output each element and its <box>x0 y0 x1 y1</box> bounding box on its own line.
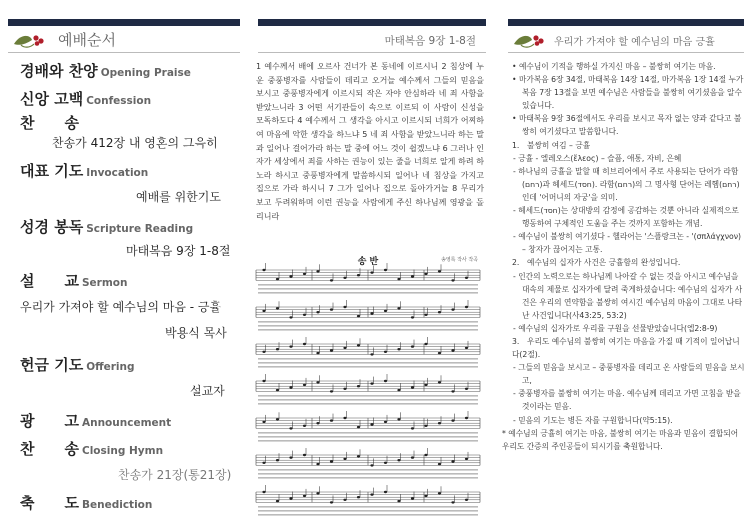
note-head <box>357 274 360 276</box>
section-title: 예배순서 <box>58 31 116 49</box>
order-item-benediction <box>20 492 152 513</box>
item-detail: 찬송가 21장(통21장) <box>118 468 232 482</box>
note-head <box>397 389 400 391</box>
lyric-line <box>258 432 478 434</box>
note-head <box>451 460 454 462</box>
note-head <box>289 275 292 277</box>
note-head <box>303 343 306 345</box>
note-head <box>357 315 360 317</box>
section-header <box>508 26 744 53</box>
note-head <box>330 460 333 462</box>
note-head <box>289 386 292 388</box>
leaf-berry-icon <box>12 30 48 50</box>
note-head <box>330 308 333 310</box>
note-head <box>370 493 373 495</box>
lyric-line <box>258 358 478 360</box>
note-head <box>384 491 387 493</box>
header-bar <box>8 19 240 26</box>
lyric-line <box>258 399 478 401</box>
lyric-line <box>258 469 478 471</box>
note-paragraph: - 예수님이 불쌍히 여기셨다 - 헬라어는 '스플랑크논 - '(σπλάγχνον) – 창자가 끊어지는 고통. <box>513 232 742 255</box>
order-item-hymn <box>20 112 82 133</box>
note-head <box>465 347 468 349</box>
note-head <box>303 495 306 497</box>
lyric-line <box>258 514 478 516</box>
preacher-name: 박용식 목사 <box>165 326 227 340</box>
note-head <box>370 353 373 355</box>
note-paragraph: 3. 우리도 예수님의 불쌍히 여기는 마음을 가질 때 기적이 일어납니다(2절). <box>512 336 740 360</box>
lyric-line <box>258 473 478 475</box>
note-head <box>424 343 427 345</box>
note-head <box>370 312 373 314</box>
item-detail: 예배를 위한기도 <box>136 190 221 204</box>
note-head <box>289 427 292 429</box>
note-head <box>424 495 427 497</box>
note-head <box>465 499 468 501</box>
order-item-praise <box>20 60 191 81</box>
item-subtitle: Benediction <box>81 499 153 511</box>
note-head <box>357 455 360 457</box>
note-head <box>262 269 265 271</box>
note-head <box>465 306 468 308</box>
note-paragraph: - 예수님의 십자가로 우리를 구원을 선물받았습니다(엡2:8-9) <box>513 323 718 333</box>
item-subtitle: Offering <box>86 361 135 373</box>
note-head <box>370 464 373 466</box>
note-head <box>384 351 387 353</box>
note-head <box>276 307 279 309</box>
lyric-line <box>258 436 478 438</box>
order-item-offering <box>20 354 135 375</box>
note-head <box>384 310 387 312</box>
note-paragraph: - 믿음의 기도는 병든 자를 구원합니다(약5:15). <box>513 415 673 425</box>
note-paragraph: - 하나님의 긍휼을 말할 때 히브리어에서 주로 사용되는 단어가 라함(רחם)과 헤세드(חסד). 라함(רחם)의 그 명사형 단어는 레헴(רחם)인데 '어머니의 자궁'을 의미. <box>513 166 740 202</box>
order-item-confession <box>20 88 151 109</box>
note-head <box>343 499 346 501</box>
note-head <box>465 277 468 279</box>
note-paragraph: * 예수님의 긍휼히 여기는 마음, 불쌍히 여기는 마음과 믿음이 결합되어 우리도 간증의 주인공들이 되시기를 축원합니다. <box>502 428 739 451</box>
note-head <box>411 345 414 347</box>
order-item-scripture <box>20 216 193 237</box>
note-head <box>397 348 400 350</box>
note-paragraph: • 예수님이 기적을 행하실 가지신 마음 – 불쌍히 여기는 마음. <box>512 62 716 71</box>
note-head <box>276 459 279 461</box>
lyric-line <box>258 329 478 331</box>
note-head <box>303 273 306 275</box>
note-head <box>276 389 279 391</box>
item-detail: 마태복음 9장 1-8절 <box>126 244 231 258</box>
note-paragraph: • 마가복음 6장 34절, 마태복음 14장 14절, 마가복음 1장 14절 누가복음 7장 13절을 보면 예수님은 사람들을 불쌍히 여기셨음을 알수있습니다. <box>512 75 744 111</box>
item-subtitle: Opening Praise <box>100 67 191 79</box>
note-head <box>262 491 265 493</box>
note-head <box>451 419 454 421</box>
note-head <box>411 456 414 458</box>
lyric-line <box>258 292 478 294</box>
note-paragraph: 2. 예수님의 십자가 사건은 긍휼함의 완성입니다. <box>512 258 681 268</box>
note-paragraph: - 헤세드(חסד)는 상대방의 감정에 공감하는 것뿐 아니라 실제적으로 행동하여 구체적인 도움을 주는 것까지 포함하는 개념. <box>513 206 739 229</box>
note-head <box>424 314 427 316</box>
note-paragraph: - 긍휼 - 엘레오스(ἔλεος) – 슬픔, 애통, 자비, 은혜 <box>513 153 682 163</box>
note-head <box>316 422 319 424</box>
sermon-notes <box>502 60 746 453</box>
note-head <box>438 352 441 354</box>
order-item-announcement <box>20 410 171 431</box>
note-head <box>262 351 265 353</box>
item-title: 설 교 <box>20 272 79 290</box>
note-head <box>330 501 333 503</box>
note-head <box>438 270 441 272</box>
section-header <box>8 26 240 53</box>
section-title: 마태복음 9장 1-8절 <box>384 35 476 47</box>
item-title: 경배와 찬양 <box>20 62 98 80</box>
note-head <box>451 308 454 310</box>
item-detail: 찬송가 412장 내 영혼의 그윽히 <box>52 136 218 150</box>
header-bar <box>508 19 744 26</box>
note-head <box>438 311 441 313</box>
note-head <box>330 419 333 421</box>
note-head <box>397 278 400 280</box>
note-head <box>451 349 454 351</box>
note-head <box>424 384 427 386</box>
music-staves <box>252 254 484 530</box>
note-head <box>451 501 454 503</box>
item-detail: 우리가 가져야 할 예수님의 마음 - 긍휼 <box>20 300 222 314</box>
lyric-line <box>258 366 478 368</box>
note-head <box>316 492 319 494</box>
note-head <box>424 454 427 456</box>
note-head <box>276 500 279 502</box>
item-title: 찬 송 <box>20 440 79 458</box>
note-head <box>397 418 400 420</box>
note-head <box>384 269 387 271</box>
order-item-sermon <box>20 270 127 291</box>
lyric-line <box>258 321 478 323</box>
lyric-line <box>258 325 478 327</box>
note-head <box>343 277 346 279</box>
note-paragraph: 1. 불쌍히 여김 – 긍휼 <box>512 140 591 150</box>
item-title: 광 고 <box>20 412 79 430</box>
note-head <box>438 381 441 383</box>
item-title: 축 도 <box>20 494 79 512</box>
lyric-line <box>258 477 478 479</box>
note-head <box>262 421 265 423</box>
note-head <box>357 496 360 498</box>
item-subtitle: Sermon <box>81 277 128 289</box>
item-subtitle: Invocation <box>86 167 149 179</box>
section-title: 우리가 가져야 할 예수님의 마음 긍휼 <box>554 37 715 48</box>
note-head <box>357 426 360 428</box>
note-head <box>397 500 400 502</box>
sheet-title: 송 반 <box>357 257 379 267</box>
item-title: 헌금 기도 <box>20 356 84 374</box>
note-head <box>438 463 441 465</box>
note-head <box>289 456 292 458</box>
note-head <box>303 425 306 427</box>
note-head <box>289 497 292 499</box>
note-head <box>303 454 306 456</box>
item-title: 신앙 고백 <box>20 90 84 108</box>
note-head <box>451 390 454 392</box>
worship-order-column <box>0 0 240 530</box>
scripture-column <box>250 0 486 530</box>
note-head <box>303 384 306 386</box>
note-head <box>370 382 373 384</box>
note-head <box>316 381 319 383</box>
item-title: 대표 기도 <box>20 162 84 180</box>
lyric-line <box>258 288 478 290</box>
sheet-music <box>252 254 484 530</box>
lyric-line <box>258 395 478 397</box>
lyric-line <box>258 510 478 512</box>
note-head <box>276 418 279 420</box>
note-head <box>384 380 387 382</box>
note-head <box>397 307 400 309</box>
note-head <box>330 279 333 281</box>
note-head <box>316 311 319 313</box>
lyric-line <box>258 403 478 405</box>
scripture-text: 1 예수께서 배에 오르사 건너가 본 동네에 이르시니 2 침상에 누운 중풍병자를 사람들이 데리고 오거늘 예수께서 그들의 믿음을 보시고 중풍병자에게 이르시되 작은 자야 안심하라 네 죄 사함을 받았느니라 3 어떤 서기관들이 속으로 이르되 이 사람이 신성을 모독하도다 4 예수께서 그 생각을 아시고 이르시되 너희가 어찌하여 마음에 악한 생각을 하느냐 5 네 죄 사함을 받았느니라 하는 말과 일어나 걸어가라 하는 말 중에 어느 것이 쉽겠느냐 6 그러나 인자가 세상에서 죄를 사하는 권능이 있는 줄을 너희로 알게 하려 하노라 하시고 중풍병자에게 말씀하시되 일어나 네 침상을 가지고 집으로 가라 하시니 7 그가 일어나 집으로 돌아가거늘 8 무리가 보고 두려워하며 이런 권능을 사람에게 주신 하나님께 영광을 돌리니라 <box>256 62 484 221</box>
note-head <box>262 462 265 464</box>
item-subtitle: Scripture Reading <box>86 223 194 235</box>
note-head <box>343 347 346 349</box>
note-head <box>424 273 427 275</box>
note-head <box>411 427 414 429</box>
item-subtitle: Announcement <box>81 417 172 429</box>
note-head <box>303 314 306 316</box>
note-head <box>289 316 292 318</box>
note-head <box>411 316 414 318</box>
note-head <box>316 463 319 465</box>
note-head <box>451 279 454 281</box>
note-head <box>357 344 360 346</box>
note-head <box>465 388 468 390</box>
note-head <box>343 388 346 390</box>
note-head <box>316 352 319 354</box>
note-head <box>262 310 265 312</box>
note-head <box>276 348 279 350</box>
note-head <box>411 275 414 277</box>
lyric-line <box>258 506 478 508</box>
lyric-line <box>258 440 478 442</box>
note-head <box>465 417 468 419</box>
header-bar <box>258 19 486 26</box>
note-head <box>438 422 441 424</box>
section-header <box>258 26 486 53</box>
note-head <box>384 421 387 423</box>
note-head <box>357 385 360 387</box>
note-head <box>438 492 441 494</box>
note-head <box>343 306 346 308</box>
note-head <box>411 497 414 499</box>
note-head <box>370 423 373 425</box>
item-title: 찬 송 <box>20 114 79 132</box>
note-head <box>343 458 346 460</box>
note-head <box>424 425 427 427</box>
leaf-berry-icon <box>512 30 548 50</box>
note-head <box>276 278 279 280</box>
note-head <box>343 417 346 419</box>
note-paragraph: - 그들의 믿음을 보시고 – 중풍병자를 데리고 온 사람들의 믿음을 보시고, <box>513 363 745 386</box>
note-paragraph: - 인간의 노력으로는 하나님께 나아갈 수 없는 것을 아시고 예수님을 대속의 제물로 십자가에 달려 죽게하셨습니다: 예수님의 십자가 사건은 우리의 연약함을 불쌍히 여시긴 예수님의 마음이 그대로 나타난 사건입니다(사43:25, 53:2) <box>513 271 743 320</box>
item-detail: 설교자 <box>190 384 225 398</box>
note-paragraph: - 중풍병자를 불쌍히 여기는 마음. 예수님께 데리고 가면 고침을 받을 것이라는 믿음. <box>513 389 741 412</box>
order-item-closing-hymn <box>20 438 163 459</box>
sheet-composer: 송영록 작사 작곡 <box>441 257 478 263</box>
note-head <box>411 386 414 388</box>
item-subtitle: Confession <box>86 95 152 107</box>
note-head <box>384 462 387 464</box>
note-head <box>330 349 333 351</box>
note-head <box>330 390 333 392</box>
note-head <box>370 271 373 273</box>
lyric-line <box>258 362 478 364</box>
note-head <box>465 458 468 460</box>
note-head <box>262 380 265 382</box>
item-subtitle: Closing Hymn <box>81 445 164 457</box>
item-title: 성경 봉독 <box>20 218 84 236</box>
note-head <box>397 459 400 461</box>
note-head <box>316 270 319 272</box>
note-paragraph: • 마태복음 9장 36절에서도 우리를 보시고 목자 없는 양과 같다고 불쌍히 여기셨다고 말씀합니다. <box>512 114 742 137</box>
note-head <box>289 345 292 347</box>
lyric-line <box>258 284 478 286</box>
order-item-invocation <box>20 160 148 181</box>
sermon-notes-column <box>498 0 748 530</box>
